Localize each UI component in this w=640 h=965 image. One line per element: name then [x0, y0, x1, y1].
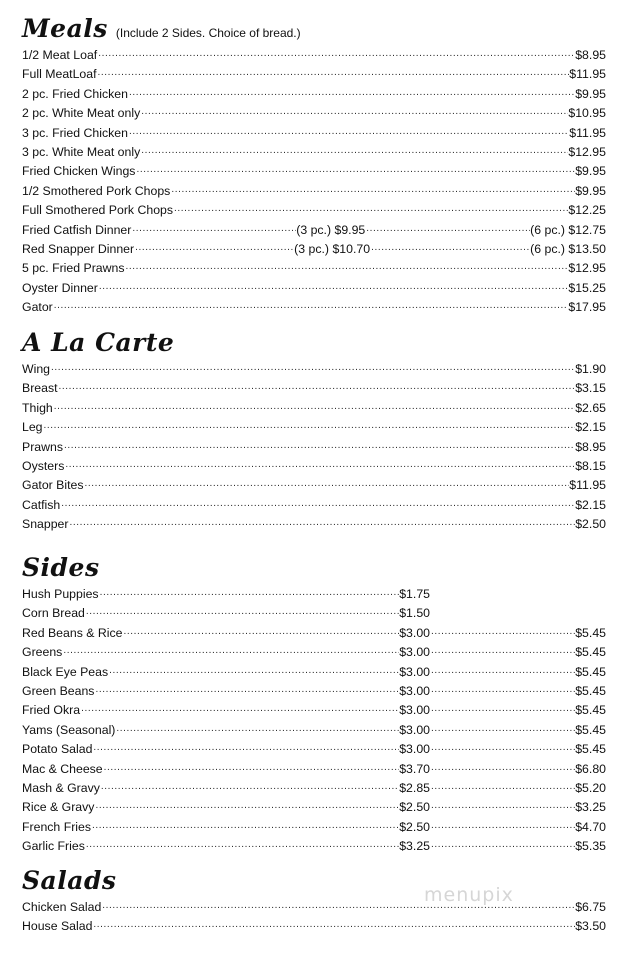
salads-list [22, 898, 606, 937]
side-row [22, 798, 606, 817]
side-large-segment [430, 682, 606, 701]
dot-leader [50, 361, 575, 373]
dot-leader [103, 761, 400, 773]
side-small-price: $3.00 [399, 645, 430, 660]
item-price: $9.95 [575, 164, 606, 179]
dot-leader [131, 222, 296, 234]
item-name: House Salad [22, 919, 93, 934]
option-3pc-price: (3 pc.) $10.70 [294, 241, 371, 256]
item-name: Hush Puppies [22, 587, 99, 601]
item-price: $10.95 [568, 106, 606, 121]
dot-leader [122, 625, 399, 637]
meals-section [22, 14, 606, 317]
side-small-segment [22, 779, 430, 798]
side-large-price: $4.70 [575, 819, 606, 834]
meal-row [22, 104, 606, 123]
item-name: Oysters [22, 458, 65, 473]
item-price: $17.95 [568, 300, 606, 315]
side-large-segment [430, 760, 606, 779]
item-name: Catfish [22, 497, 61, 512]
dinner-row [22, 240, 606, 259]
sides-section [22, 553, 606, 856]
dot-leader [430, 644, 575, 656]
item-price: $15.25 [568, 280, 606, 295]
side-small-segment [22, 701, 430, 720]
dot-leader [53, 299, 569, 311]
side-row [22, 721, 606, 740]
side-large-price: $3.25 [575, 800, 606, 815]
item-price: $11.95 [569, 125, 606, 140]
side-small-segment [22, 721, 430, 740]
side-small-price: $1.75 [399, 587, 430, 601]
side-row [22, 663, 606, 682]
meal-row [22, 259, 606, 278]
side-small-price: $2.50 [399, 800, 430, 815]
item-name: Mac & Cheese [22, 761, 103, 776]
dot-leader [430, 838, 575, 850]
side-row [22, 818, 606, 837]
item-name: 2 pc. White Meat only [22, 106, 141, 121]
dot-leader [63, 439, 575, 451]
meal-row [22, 298, 606, 317]
option-6pc-price: (6 pc.) $12.75 [530, 222, 607, 237]
meal-row [22, 162, 606, 181]
side-row [22, 604, 606, 623]
dot-leader [91, 819, 399, 831]
meal-row [22, 143, 606, 162]
dot-leader [94, 683, 399, 695]
item-name: Red Beans & Rice [22, 625, 123, 640]
side-large-price: $5.45 [575, 625, 606, 640]
sides-header [22, 553, 606, 585]
side-small-segment [22, 760, 430, 779]
dot-leader [92, 741, 399, 753]
side-large-price: $6.80 [575, 761, 606, 776]
item-name: Gator Bites [22, 478, 84, 493]
side-small-price: $2.85 [399, 780, 430, 795]
side-small-price: $3.00 [399, 664, 430, 679]
item-price: $6.75 [575, 900, 606, 914]
alacarte-row [22, 438, 606, 457]
side-row [22, 643, 606, 662]
meal-row [22, 201, 606, 220]
side-large-segment [430, 643, 606, 662]
side-small-price: $3.00 [399, 683, 430, 698]
item-name: 1/2 Meat Loaf [22, 48, 98, 62]
side-row [22, 682, 606, 701]
alacarte-row [22, 496, 606, 515]
item-name: Oyster Dinner [22, 280, 98, 295]
item-name: Fried Chicken Wings [22, 164, 136, 179]
item-name: Leg [22, 420, 43, 435]
side-row [22, 760, 606, 779]
side-large-segment [430, 663, 606, 682]
item-price: $2.50 [575, 517, 606, 532]
salads-section [22, 866, 606, 937]
side-small-price: $3.70 [399, 761, 430, 776]
dot-leader [128, 86, 575, 98]
salad-row [22, 898, 606, 917]
meals-note: (Include 2 Sides. Choice of bread.) [115, 26, 301, 40]
item-price: $8.95 [575, 439, 606, 454]
dot-leader [430, 625, 575, 637]
dot-leader [97, 47, 575, 59]
side-small-price: $3.00 [399, 625, 430, 640]
item-name: 3 pc. Fried Chicken [22, 125, 128, 140]
side-large-segment [430, 624, 606, 643]
dot-leader [99, 586, 400, 598]
side-small-segment [22, 818, 430, 837]
dot-leader [140, 144, 568, 156]
side-row [22, 624, 606, 643]
item-name: Garlic Fries [22, 839, 85, 854]
dot-leader [64, 458, 575, 470]
item-name: French Fries [22, 819, 92, 834]
item-price: $2.15 [575, 420, 606, 435]
item-price: $2.15 [575, 497, 606, 512]
dot-leader [60, 497, 575, 509]
dot-leader [430, 819, 575, 831]
item-price: $8.95 [575, 48, 606, 62]
dot-leader [140, 105, 568, 117]
side-small-segment [22, 740, 430, 759]
side-small-segment [22, 798, 430, 817]
dot-leader [128, 125, 569, 137]
side-small-price: $3.25 [399, 839, 430, 854]
sides-title: Sides [22, 553, 100, 582]
dot-leader [125, 260, 569, 272]
dot-leader [430, 799, 575, 811]
dot-leader [115, 722, 399, 734]
meal-row [22, 279, 606, 298]
dot-leader [430, 722, 575, 734]
meal-row [22, 65, 606, 84]
alacarte-row [22, 360, 606, 379]
dot-leader [69, 516, 576, 528]
item-name: Wing [22, 362, 51, 376]
item-name: Thigh [22, 400, 53, 415]
dot-leader [85, 605, 399, 617]
side-row [22, 779, 606, 798]
meals-header [22, 14, 606, 46]
dot-leader [430, 664, 575, 676]
side-large-segment [430, 837, 606, 856]
item-price: $12.25 [568, 203, 606, 218]
dot-leader [108, 664, 399, 676]
side-large-price: $5.45 [575, 722, 606, 737]
item-name: Green Beans [22, 683, 95, 698]
side-large-segment [430, 779, 606, 798]
item-name: Gator [22, 300, 53, 315]
side-large-price: $5.20 [575, 780, 606, 795]
side-large-segment [430, 818, 606, 837]
item-price: $3.50 [575, 919, 606, 934]
side-row [22, 585, 606, 604]
item-name: Yams (Seasonal) [22, 722, 116, 737]
alacarte-header [22, 328, 606, 360]
meals-list [22, 46, 606, 317]
item-name: 3 pc. White Meat only [22, 144, 141, 159]
dot-leader [58, 380, 576, 392]
item-name: Corn Bread [22, 606, 85, 621]
dot-leader [80, 702, 399, 714]
alacarte-row [22, 418, 606, 437]
dot-leader [370, 241, 530, 253]
dot-leader [92, 918, 575, 930]
item-name: Potato Salad [22, 742, 93, 757]
item-price: $12.95 [568, 144, 606, 159]
side-large-price: $5.45 [575, 683, 606, 698]
item-price: $9.95 [575, 183, 606, 198]
alacarte-title: A La Carte [22, 328, 175, 357]
side-small-price: $3.00 [399, 703, 430, 718]
item-name: Full Smothered Pork Chops [22, 203, 174, 218]
side-large-segment [430, 721, 606, 740]
alacarte-section [22, 328, 606, 535]
meals-title: Meals [22, 14, 108, 43]
dot-leader [430, 780, 575, 792]
dot-leader [135, 163, 575, 175]
item-name: 5 pc. Fried Prawns [22, 261, 125, 276]
option-3pc-price: (3 pc.) $9.95 [296, 222, 366, 237]
item-name: Fried Catfish Dinner [22, 222, 132, 237]
item-name: Black Eye Peas [22, 664, 109, 679]
dot-leader [430, 702, 575, 714]
side-row [22, 740, 606, 759]
dot-leader [98, 280, 569, 292]
side-row [22, 837, 606, 856]
side-large-segment [430, 701, 606, 720]
item-name: Fried Okra [22, 703, 81, 718]
alacarte-row [22, 476, 606, 495]
item-name: Full MeatLoaf [22, 67, 97, 82]
meal-row [22, 46, 606, 65]
dot-leader [62, 644, 399, 656]
item-name: Rice & Gravy [22, 800, 95, 815]
item-name: 1/2 Smothered Pork Chops [22, 183, 171, 198]
side-small-segment [22, 837, 430, 856]
side-small-price: $2.50 [399, 819, 430, 834]
dot-leader [100, 780, 399, 792]
side-large-price: $5.45 [575, 664, 606, 679]
side-large-price: $5.45 [575, 742, 606, 757]
side-small-segment [22, 682, 430, 701]
item-price: $11.95 [569, 67, 606, 82]
meal-row [22, 182, 606, 201]
alacarte-row [22, 515, 606, 534]
meal-row [22, 124, 606, 143]
dot-leader [430, 761, 575, 773]
sides-list [22, 585, 606, 856]
option-6pc-price: (6 pc.) $13.50 [530, 241, 607, 256]
alacarte-row [22, 399, 606, 418]
dot-leader [430, 683, 575, 695]
side-small-price: $3.00 [399, 742, 430, 757]
side-small-price: $3.00 [399, 722, 430, 737]
side-small-price: $1.50 [399, 606, 430, 621]
dot-leader [134, 241, 294, 253]
dot-leader [94, 799, 399, 811]
dot-leader [43, 419, 576, 431]
item-price: $3.15 [575, 381, 606, 396]
alacarte-row [22, 457, 606, 476]
meal-row [22, 85, 606, 104]
side-large-price: $5.45 [575, 645, 606, 660]
side-row [22, 701, 606, 720]
item-price: $2.65 [575, 400, 606, 415]
dot-leader [430, 741, 575, 753]
side-large-segment [430, 740, 606, 759]
salads-header [22, 866, 606, 898]
item-name: Breast [22, 381, 58, 396]
alacarte-row [22, 379, 606, 398]
side-small-segment [22, 624, 430, 643]
dot-leader [170, 183, 575, 195]
side-small-segment [22, 604, 430, 623]
item-price: $8.15 [575, 458, 606, 473]
dot-leader [365, 222, 530, 234]
side-large-segment [430, 798, 606, 817]
dot-leader [97, 66, 570, 78]
side-small-segment [22, 585, 430, 604]
item-name: Red Snapper Dinner [22, 241, 135, 256]
side-small-segment [22, 643, 430, 662]
item-price: $9.95 [575, 86, 606, 101]
item-price: $12.95 [568, 261, 606, 276]
item-name: Mash & Gravy [22, 780, 100, 795]
side-large-price: $5.35 [575, 839, 606, 854]
side-small-segment [22, 663, 430, 682]
item-name: Greens [22, 645, 63, 660]
salads-title: Salads [22, 866, 117, 895]
salad-row [22, 917, 606, 936]
dinner-row [22, 221, 606, 240]
item-price: $1.90 [575, 362, 606, 376]
dot-leader [53, 400, 575, 412]
item-name: 2 pc. Fried Chicken [22, 86, 128, 101]
item-name: Chicken Salad [22, 900, 102, 914]
menupix-watermark: menupix [424, 884, 514, 906]
item-name: Prawns [22, 439, 64, 454]
item-name: Snapper [22, 517, 69, 532]
dot-leader [173, 202, 568, 214]
dot-leader [84, 477, 570, 489]
dot-leader [85, 838, 399, 850]
alacarte-list [22, 360, 606, 535]
item-price: $11.95 [569, 478, 606, 493]
side-large-price: $5.45 [575, 703, 606, 718]
